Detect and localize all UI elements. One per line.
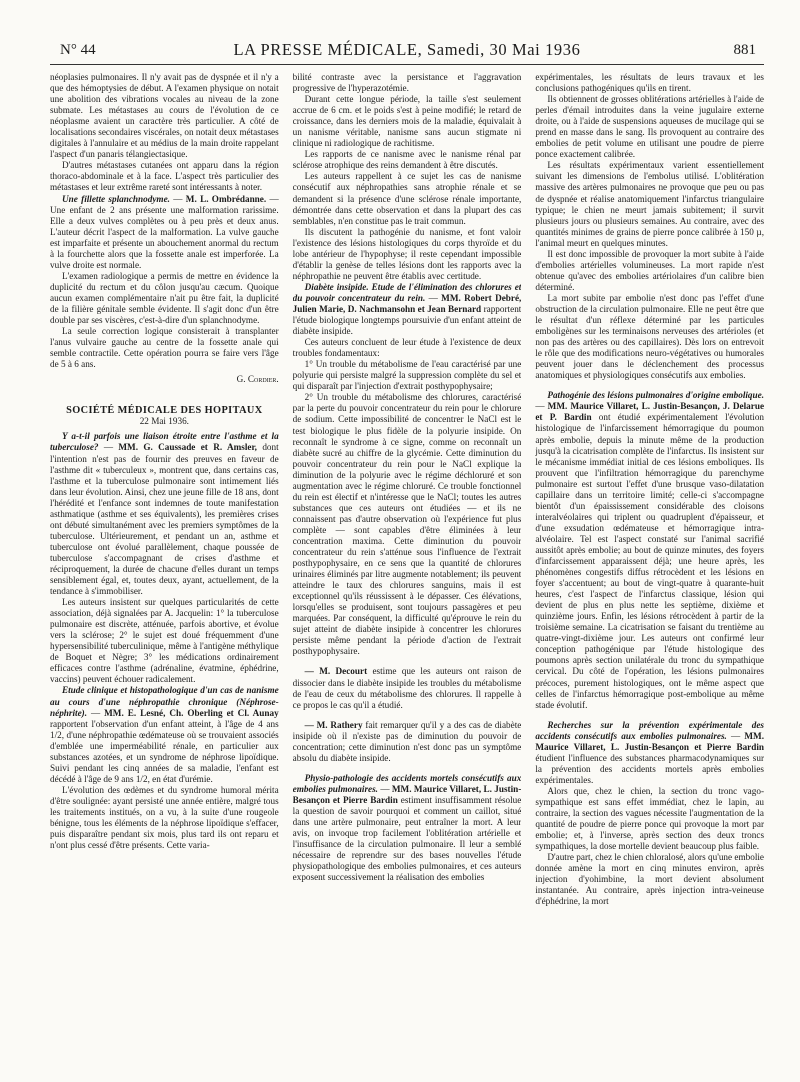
report-title: Une fillette splanchnodyme. [62, 193, 170, 204]
signature: G. Cordier. [236, 374, 279, 385]
commenter: — M. Rathery [304, 719, 363, 730]
report-authors: MM. G. Caussade et R. Amsler, [118, 442, 257, 453]
report-paragraph [535, 390, 764, 710]
spacer [535, 711, 764, 720]
report-text: étudient l'influence des substances pharmacodynamiques sur la prévention des accidents mortels après embolies expérimentales. [535, 752, 765, 785]
section-heading: SOCIÉTÉ MÉDICALE DES HOPITAUX [66, 405, 263, 417]
spacer [535, 381, 764, 390]
report-title: Recherches sur la prévention expérimentale des accidents consécutifs aux embolies pulmonaires. [535, 719, 765, 741]
paragraph: L'évolution des œdèmes et du syndrome humoral mérita d'être soulignée: ayant persisté une année entière, malgré tous les traitements institués, on a vu, à la suite d'une rougeole bénigne, tous les éléments de la néphrose lipoïdique s'effacer, puis disparaître pendant six mois, plus tard ils ont reparu et n'ont plus cessé d'être présents. Cette varia- [50, 784, 279, 851]
paragraph: La seule correction logique consisterait à transplanter l'anus vulvaire gauche au centre de la fossette anale qui semble contractile. Cette opération pourra se faire vers l'âge de 5 à 6 ans. [50, 326, 279, 370]
report-text: rapportent l'observation d'un enfant atteint, à l'âge de 4 ans 1/2, d'une néphropathie œdémateuse où se trouvaient associés d'emblée une imperméabilité rénale, en particulier aux substances azotées, et un syndrome de néphrose lipoïdique. Suivi pendant les cinq années de sa maladie, l'enfant est décédé à l'âge de 9 ans 1/2, en état d'urémie. [50, 718, 279, 784]
report-title: Physio-pathologie des accidents mortels consécutifs aux embolies pulmonaires. [292, 772, 522, 794]
report-paragraph [50, 431, 279, 597]
paragraph: D'autres métastases cutanées ont apparu dans la région thoraco-abdominale et à la face. L'aspect très particulier des métastases et leur extrême rareté sont intéressants à noter. [50, 160, 279, 193]
paragraph: Alors que, chez le chien, la section du tronc vago-sympathique est sans effet immédiat, chez le lapin, au contraire, la section des vagues nécessite l'augmentation de la quantité de poudre de pierre ponce qui provoque la mort par embolie; et, à l'inverse, après section des deux troncs sympathiques, la dose mortelle devient beaucoup plus faible. [535, 785, 765, 852]
session-date: 22 Mai 1936. [139, 416, 189, 427]
dash: — [377, 783, 392, 794]
paragraph: Durant cette longue période, la taille s'est seulement accrue de 6 cm. et le poids s'est à peine modifié; le retard de croissance, dans les derniers mois de la maladie, équivalait à un nanisme véritable, nanisme sans aucun stigmate ni clinique ni radiologique de rachitisme. [292, 94, 522, 149]
paragraph: Ils obtiennent de grosses oblitérations artérielles à l'aide de perles d'émail introduites dans la veine jugulaire externe droite, ou à l'aide de suspensions aqueuses de mucilage qui se prend en masse dans le sang. Ils provoquent au contraire des embolies de petit volume en utilisant une poudre de pierre ponce exactement calibrée. [535, 94, 765, 160]
report-paragraph [50, 194, 279, 271]
paragraph: Ils discutent la pathogénie du nanisme, et font valoir l'existence des lésions histologiques du corps thyroïde et du lobe antérieur de l'hypophyse; il reste cependant impossible d'établir la genèse de telles lésions dont les rapports avec la néphropathie ne peuvent être établis avec certitude. [292, 226, 522, 281]
report-text: estiment insuffisamment résolue la question de savoir pourquoi et comment un caillot, situé dans une artère pulmonaire, peut entraîner la mort. A leur avis, on invoque trop facilement l'oblitération artérielle et l'insuffisance de la circulation pulmonaire. Il leur a semblé nécessaire de reprendre sur des bases nouvelles l'étude physiopathologique des embolies pulmonaires, et ces auteurs exposent successivement la réalisation des embolies [292, 794, 522, 883]
report-title: Y a-t-il parfois une liaison étroite entre l'asthme et la tuberculose? [50, 431, 279, 453]
header-rule [50, 64, 764, 65]
report-text: — Une enfant de 2 ans présente une malformation rarissime. Elle a deux vulves complètes ou à peu près et deux anus. L'auteur décrit l'aspect de la malformation. La vulve gauche est imparfaite et présente un abouchement anormal du rectum à la fourchette alors que la fossette anale est imperforée. La vulve droite est normale. [50, 193, 279, 270]
dash: — [169, 193, 186, 204]
commenter: — M. Decourt [304, 666, 368, 677]
dash: — [535, 401, 548, 412]
report-text: rapportent l'étude biologique longtemps poursuivie d'un enfant atteint de diabète insipide. [292, 303, 522, 337]
report-title: Diabète insipide. Etude de l'élimination des chlorures et du pouvoir concentrateur du rein. [292, 281, 522, 303]
report-paragraph [293, 773, 522, 883]
paragraph: 1° Un trouble du métabolisme de l'eau caractérisé par une polyurie qui persiste malgré la suppression complète du sel et qui disparaît par l'injection d'extrait posthypophysaire; [292, 359, 522, 392]
report-title: Pathogénie des lésions pulmonaires d'origine embolique. [547, 390, 765, 401]
report-authors: MM. E. Lesné, Ch. Oberling et Cl. Aunay [104, 707, 279, 718]
report-authors: MM. Maurice Villaret, L. Justin-Besançon et Pierre Bardin [292, 783, 522, 805]
comment-text: fait remarquer qu'il y a des cas de diabète insipide où il n'existe pas de diminution du pouvoir de concentration; cette diminution n'est donc pas un symptôme absolu du diabète insipide. [292, 719, 522, 763]
paragraph: D'autre part, chez le chien chloralosé, alors qu'une embolie donnée amène la mort en cinq minutes environ, après injection d'yohimbine, la mort devient absolument instantanée. Au contraire, après injection intra-veineuse d'éphédrine, la mort [535, 852, 765, 907]
report-text: ont étudié expérimentalement l'évolution histologique de l'infarcissement hémorragique du poumon après embolie, depuis la minute même de la production jusqu'à la cicatrisation complète de l'infarctus. Ils insistent sur le mécanisme immédiat initial de ces lésions emboliques. Ils prouvent que l'infiltration hémorragique du parenchyme pulmonaire est surtout l'effet d'une brusque vaso-dilatation capillaire dans un territoire limité; celle-ci s'accompagne bientôt d'un épaississement considérable des cloisons interalvéolaires qui triplent ou quadruplent d'épaisseur, et d'une exsudation œdémateuse et hémorragique intra-alvéolaire. Tel est l'aspect constaté sur l'animal sacrifié aussitôt après embolie; au bout de quinze minutes, des foyers d'infarcissement apparaissent déjà; une heure après, les phénomènes congestifs diffus rétrocèdent et les lésions en foyer s'accentuent; au bout de vingt-quatre à quarante-huit heures, c'est l'aspect de l'infarctus classique, lésion qui devient de plus en plus nette les septième, dixième et quinzième jours. Enfin, les lésions rétrocèdent à partir de la troisième semaine. La cicatrisation se faisant du trentième au quatre-vingt-dixième jour. Les auteurs ont confirmé leur conception pathogénique par l'étude histologique des poumons après section unilatérale du tronc du sympathique cervical. Du côté de l'opération, les lésions pulmonaires précoces, purement histologiques, ont le même aspect que celles de l'infarctus hémorragique post-embolique au même stade évolutif. [535, 412, 765, 710]
comment-text: estime que les auteurs ont raison de dissocier dans le diabète insipide les troubles du métabolisme de l'eau de ceux du métabolisme des chlorures. Il rappelle à ce propos le cas qu'il a étudié. [292, 666, 522, 710]
report-authors: MM. Maurice Villaret, L. Justin-Besançon et Pierre Bardin [535, 730, 765, 752]
paragraph: 2° Un trouble du métabolisme des chlorures, caractérisé par la perte du pouvoir concentrateur du rein pour le chlorure de sodium. Cette impossibilité de concentrer le NaCl est le test biologique le plus fidèle de la polyurie insipide. On reconnaît le syndrome à ce signe, comme on reconnaît un diabète sucré au chiffre de la glycémie. Cette diminution du pouvoir concentrateur du rein pour le NaCl explique la diminution de la polyurie avec le régime déchloruré et son augmentation avec le régime chloruré. Ce trouble fonctionnel du rein est électif et n'intéresse que le NaCl; toutes les autres substances que ces auteurs ont étudiées — et ils ne connaissent pas d'autre observation où l'expérience fut plus complète — sont capables d'être éliminées à leur concentration maxima. Cette diminution du pouvoir concentrateur du rein s'atténue sous l'influence de l'extrait posthypophysaire, en ce sens que la quantité de chlorures urinaires éliminés par litre augmente notablement; ils peuvent atteindre le taux des chlorures sanguins, mais il est exceptionnel qu'ils réussissent à le dépasser. Ces élévations, lorsqu'elles se produisent, sont toujours passagères et peu marquées. Par conséquent, la difficulté qu'éprouve le rein du sujet atteint de diabète insipide à concentrer les chlorures persiste même pendant la période d'action de l'extrait posthypophysaire. [292, 392, 522, 657]
column-2 [293, 72, 522, 1070]
paragraph: Ces auteurs concluent de leur étude à l'existence de deux troubles fondamentaux: [292, 337, 522, 359]
dash: — [87, 707, 105, 718]
comment-paragraph [293, 720, 522, 764]
report-text: dont l'intention n'est pas de fournir des preuves en faveur de l'asthme dit « tuberculeux », montrent que, dans certains cas, l'asthme et la tuberculose pulmonaire sont intimement liés dans leur évolution. Ainsi, chez une jeune fille de 18 ans, dont l'hérédité et l'enfance sont indemnes de toute manifestation asthmatique (asthme et ses équivalents), les premières crises ont débuté simultanément avec les premiers symptômes de la tuberculose. Ultérieurement, et pendant un an, asthme et tuberculose ont évolué parallèlement, chaque poussée de tuberculose s'accompagnant de crises d'asthme et réciproquement, la durée de chacune d'elles durant un temps sensiblement égal, et, toutes deux, ayant, actuellement, de la tendance à s'immobiliser. [50, 442, 279, 597]
report-authors: M. L. Ombrédanne. [185, 193, 267, 204]
paragraph: Les auteurs insistent sur quelques particularités de cette association, déjà signalées par A. Jacquelin: 1° la tuberculose pulmonaire est discrète, atténuée, parfois abortive, et évolue vers la sclérose; 2° le sujet est doué fréquemment d'une hypersensibilité tuberculinique, même à l'antigène méthylique de Boquet et Nègre; 3° les médications ordinairement efficaces contre l'asthme (adrénaline, évatmine, éphédrine, vaccins) peuvent échouer radicalement. [50, 597, 279, 685]
dash: — [98, 442, 119, 453]
report-paragraph [50, 685, 279, 784]
page-number: 881 [733, 42, 756, 58]
paragraph: expérimentales, les résultats de leurs travaux et les conclusions pathogéniques qu'ils en tirent. [535, 72, 765, 94]
spacer [293, 764, 522, 773]
paragraph: Les rapports de ce nanisme avec le nanisme rénal par sclérose atrophique des reins demandent à être discutés. [292, 149, 522, 171]
paragraph: L'examen radiologique a permis de mettre en évidence la duplicité du rectum et du côlon jusqu'au cæcum. Quoique aucun examen complémentaire n'ait pu être fait, la duplicité de la filière génitale semble évidente. Il s'agit donc d'un être double par ses viscères, c'est-à-dire d'un splanchnodyme. [50, 270, 279, 326]
spacer [293, 657, 522, 666]
paragraph: Il est donc impossible de provoquer la mort subite à l'aide d'embolies artérielles volumineuses. La mort rapide n'est obtenue qu'avec des embolies artériolaires d'un calibre bien déterminé. [535, 248, 765, 292]
spacer [293, 711, 522, 720]
column-3 [535, 72, 764, 1070]
paragraph: bilité contraste avec la persistance et l'aggravation progressive de l'hyperazotémie. [292, 72, 522, 94]
report-title: Etude clinique et histopathologique d'un cas de nanisme au cours d'une néphropathie chronique (Néphrose-néphrite). [50, 685, 279, 718]
report-authors: MM. Maurice Villaret, L. Justin-Besançon, J. Delarue et P. Bardin [535, 401, 765, 423]
report-paragraph [293, 282, 522, 337]
issue-number: N° 44 [60, 42, 96, 58]
dash: — [726, 730, 745, 741]
paragraph: Les résultats expérimentaux varient essentiellement suivant les dimensions de l'embolus utilisé. L'oblitération massive des artères pulmonaires ne provoque que peu ou pas de dyspnée et réalise anatomiquement l'infarctus triangulaire typique; le chien ne meurt jamais subitement; il survit plusieurs jours ou plusieurs semaines. Au contraire, avec des quantités minimes de grains de pierre ponce calibrée à 150 µ, l'animal meurt en quelques minutes. [535, 160, 765, 248]
page-header [50, 38, 764, 64]
paragraph: La mort subite par embolie n'est donc pas l'effet d'une obstruction de la circulation pulmonaire. Elle ne peut être que le résultat d'un réflexe déterminé par les particules emboligènes sur les terminaisons nerveuses des artérioles (et non pas des artères ou des capillaires). Dès lors on entrevoit le rôle que des modifications neuro-végétatives ou humorales peuvent jouer dans le déclenchement des processus anatomiques et physiologiques consécutifs aux embolies. [535, 292, 765, 381]
dash: — [425, 292, 442, 303]
comment-paragraph [293, 666, 522, 710]
journal-title: LA PRESSE MÉDICALE, Samedi, 30 Mai 1936 [233, 40, 581, 59]
paragraph: néoplasies pulmonaires. Il n'y avait pas de dyspnée et il n'y a que des hémoptysies de début. A l'examen physique on notait une abolition des vibrations vocales au niveau de la zone submate. Les métastases au cours de l'évolution de ce néoplasme avaient un caractère très particulier. A côté de localisations secondaires viscérales, on notait deux métastases digitales à l'annulaire et au médius de la main droite rappelant l'aspect d'un panaris télangiectasique. [50, 72, 279, 160]
report-paragraph [535, 720, 764, 786]
article-columns [50, 72, 764, 1070]
report-authors: MM. Robert Debré, Julien Marie, D. Nachmansohn et Jean Bernard [292, 292, 522, 314]
paragraph: Les auteurs rappellent à ce sujet les cas de nanisme consécutif aux néphropathies sans atrophie rénale et se demandent si la présence d'une sclérose rénale importante, démontrée dans cette observation et dans la plupart des cas semblables, n'en constitue pas le trait commun. [292, 171, 522, 226]
column-1 [50, 72, 279, 1070]
